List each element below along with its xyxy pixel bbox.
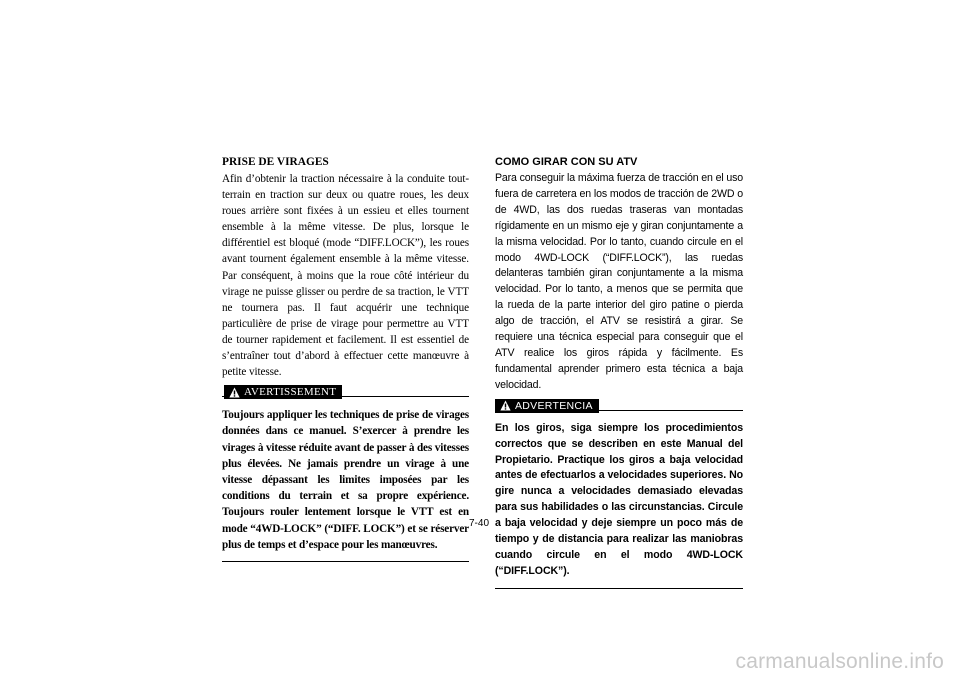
french-warning-label	[224, 385, 342, 399]
warning-triangle-icon	[500, 400, 511, 411]
french-warning-header	[222, 385, 469, 401]
spanish-warning-label	[495, 399, 599, 413]
spanish-warning-text: En los giros, siga siempre los procedimientos correctos que se describen en este Manual del Propietario. Practique los giros a baja velocidad antes de efectuarlos a velocidades superiores. No gire nunca a velocidades demasiado elevadas para sus habilidades o las circunstancias. Circule a baja velocidad y deje siempre un poco más de tiempo y de distancia para realizar las maniobras cuando circule en el modo 4WD-LOCK (“DIFF.LOCK”).	[495, 421, 743, 577]
french-heading: PRISE DE VIRAGES	[222, 156, 329, 168]
french-body: Afin d’obtenir la traction nécessaire à la conduite tout-terrain en traction sur deux ou quatre roues, les deux roues arrière sont fixées à un essieu et elles tournent ensemble à la même vitesse. De plus, lorsque le différentiel est bloqué (mode “DIFF.LOCK”), les roues avant tournent également ensemble à la même vitesse. Par conséquent, à moins que la roue côté intérieur du virage ne puisse glisser ou perdre de sa traction, le VTT ne tournera pas. Il faut acquérir une technique particulière de prise de virage pour permettre au VTT de tourner rapidement et facilement. Il est essentiel de s’entraîner tout d’abord à effectuer cette manœuvre à petite vitesse.	[222, 173, 469, 379]
spanish-body: Para conseguir la máxima fuerza de tracción en el uso fuera de carretera en los modos de tracción de 2WD o de 4WD, las dos ruedas traseras van montadas rígidamente en un mismo eje y giran conjuntamente a la misma velocidad. Por lo tanto, cuando circule en el modo 4WD-LOCK (“DIFF.LOCK”), las ruedas delanteras también giran conjuntamente a la misma velocidad. Por lo tanto, a menos que se permita que la rueda de la parte interior del giro patine o pierda algo de tracción, el ATV se resistirá a girar. Se requiere una técnica especial para conseguir que el ATV realice los giros rápida y fácilmente. Es fundamental aprender primero esta técnica a baja velocidad.	[495, 172, 743, 391]
french-warning-end-rule	[222, 561, 469, 562]
page-number: 7-40	[469, 518, 490, 529]
spanish-warning-label-text: ADVERTENCIA	[515, 399, 593, 412]
warning-triangle-icon	[229, 387, 240, 398]
watermark: carmanualsonline.info	[735, 650, 944, 673]
spanish-warning-header	[495, 399, 743, 415]
french-warning-label-text: AVERTISSEMENT	[244, 386, 337, 399]
spanish-warning-end-rule	[495, 588, 743, 589]
french-warning-text: Toujours appliquer les techniques de prise de virages données dans ce manuel. S’exercer à prendre les virages à vitesse réduite avant de passer à des vitesses plus élevées. Ne jamais prendre un virage à une vitesse dépassant les limites imposées par les conditions du terrain et sa propre expérience. Toujours rouler lentement lorsque le VTT est en mode “4WD-LOCK” (“DIFF. LOCK”) et se réserver plus de temps et d’espace pour les manœuvres.	[222, 409, 469, 551]
french-column	[222, 156, 469, 562]
spanish-column	[495, 156, 743, 589]
spanish-heading: COMO GIRAR CON SU ATV	[495, 156, 638, 168]
